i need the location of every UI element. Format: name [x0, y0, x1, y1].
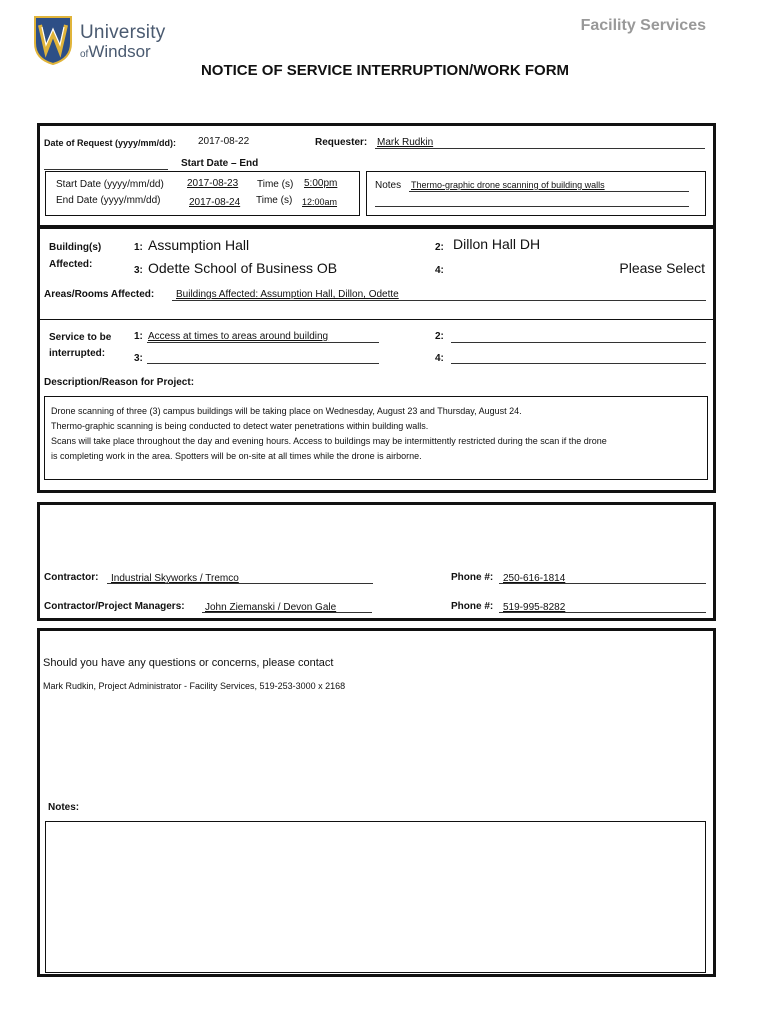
building-4-number: 4:: [435, 265, 444, 276]
service-4-number: 4:: [435, 353, 444, 364]
end-time-value[interactable]: 12:00am: [302, 197, 338, 207]
contact-intro: Should you have any questions or concerns, please contact: [43, 657, 334, 669]
start-time-value[interactable]: 5:00pm: [304, 178, 338, 189]
request-notes-label: Notes: [375, 180, 402, 191]
phone-value-1[interactable]: 250-616-1814: [503, 573, 566, 584]
phone-label-1: Phone #:: [451, 572, 494, 583]
building-3-select[interactable]: Odette School of Business OB: [148, 260, 338, 276]
date-of-request-label: Date of Request (yyyy/mm/dd):: [44, 138, 177, 148]
start-date-value[interactable]: 2017-08-23: [187, 178, 239, 189]
end-date-value[interactable]: 2017-08-24: [189, 197, 241, 208]
description-line-4: is completing work in the area. Spotters will be on-site at all times while the drone is airborne.: [51, 451, 422, 461]
areas-label: Areas/Rooms Affected:: [44, 289, 155, 300]
request-notes-value[interactable]: Thermo-graphic drone scanning of building walls: [411, 180, 605, 190]
page-title: NOTICE OF SERVICE INTERRUPTION/WORK FORM: [200, 62, 570, 79]
contractor-value[interactable]: Industrial Skyworks / Tremco: [111, 573, 239, 584]
building-4-select[interactable]: Please Select: [619, 260, 705, 276]
logo-wordmark-university: University: [80, 22, 166, 43]
buildings-label-line1: Building(s): [49, 242, 102, 253]
start-date-label: Start Date (yyyy/mm/dd): [56, 179, 164, 190]
start-end-heading: Start Date – End: [181, 158, 259, 169]
phone-label-2: Phone #:: [451, 601, 494, 612]
managers-value[interactable]: John Ziemanski / Devon Gale: [205, 602, 337, 613]
service-1-number: 1:: [134, 331, 143, 342]
contact-person: Mark Rudkin, Project Administrator - Facility Services, 519-253-3000 x 2168: [43, 681, 346, 691]
service-label-line1: Service to be: [49, 332, 112, 343]
description-label: Description/Reason for Project:: [44, 377, 195, 388]
service-box: [40, 319, 714, 372]
description-line-1: Drone scanning of three (3) campus buildings will be taking place on Wednesday, August 23 and Thursday, August 24.: [51, 406, 522, 416]
description-line-3: Scans will take place throughout the day and evening hours. Access to buildings may be intermittently restricted during the scan if the drone: [51, 436, 607, 446]
managers-label: Contractor/Project Managers:: [44, 601, 185, 612]
service-4-field[interactable]: [451, 363, 706, 364]
building-3-number: 3:: [134, 265, 143, 276]
requester-label: Requester:: [315, 137, 368, 148]
building-1-select[interactable]: Assumption Hall: [148, 237, 250, 253]
logo-wordmark-windsor: ofWindsor: [80, 42, 151, 61]
service-1-field[interactable]: Access at times to areas around building: [148, 331, 329, 342]
building-2-select[interactable]: Dillon Hall DH: [453, 236, 541, 252]
buildings-label-line2: Affected:: [49, 259, 93, 270]
contractor-label: Contractor:: [44, 572, 99, 583]
building-2-number: 2:: [435, 242, 444, 253]
end-time-label: Time (s): [256, 195, 293, 206]
phone-value-2[interactable]: 519-995-8282: [503, 602, 566, 613]
building-1-number: 1:: [134, 242, 143, 253]
service-3-number: 3:: [134, 353, 143, 364]
requester-value[interactable]: Mark Rudkin: [377, 137, 434, 148]
date-of-request-value[interactable]: 2017-08-22: [198, 136, 250, 147]
service-3-field[interactable]: [147, 363, 379, 364]
start-time-label: Time (s): [257, 179, 294, 190]
notes-textarea[interactable]: [45, 821, 706, 973]
service-2-field[interactable]: [451, 342, 706, 343]
service-2-number: 2:: [435, 331, 444, 342]
description-line-2: Thermo-graphic scanning is being conducted to detect water penetrations within building walls.: [51, 421, 429, 431]
department-name: Facility Services: [580, 17, 706, 34]
service-label-line2: interrupted:: [49, 348, 106, 359]
areas-value[interactable]: Buildings Affected: Assumption Hall, Dillon, Odette: [176, 289, 399, 300]
university-shield-logo: [33, 15, 73, 65]
end-date-label: End Date (yyyy/mm/dd): [56, 195, 161, 206]
notes-box: [366, 171, 706, 216]
notes-label: Notes:: [48, 802, 80, 813]
